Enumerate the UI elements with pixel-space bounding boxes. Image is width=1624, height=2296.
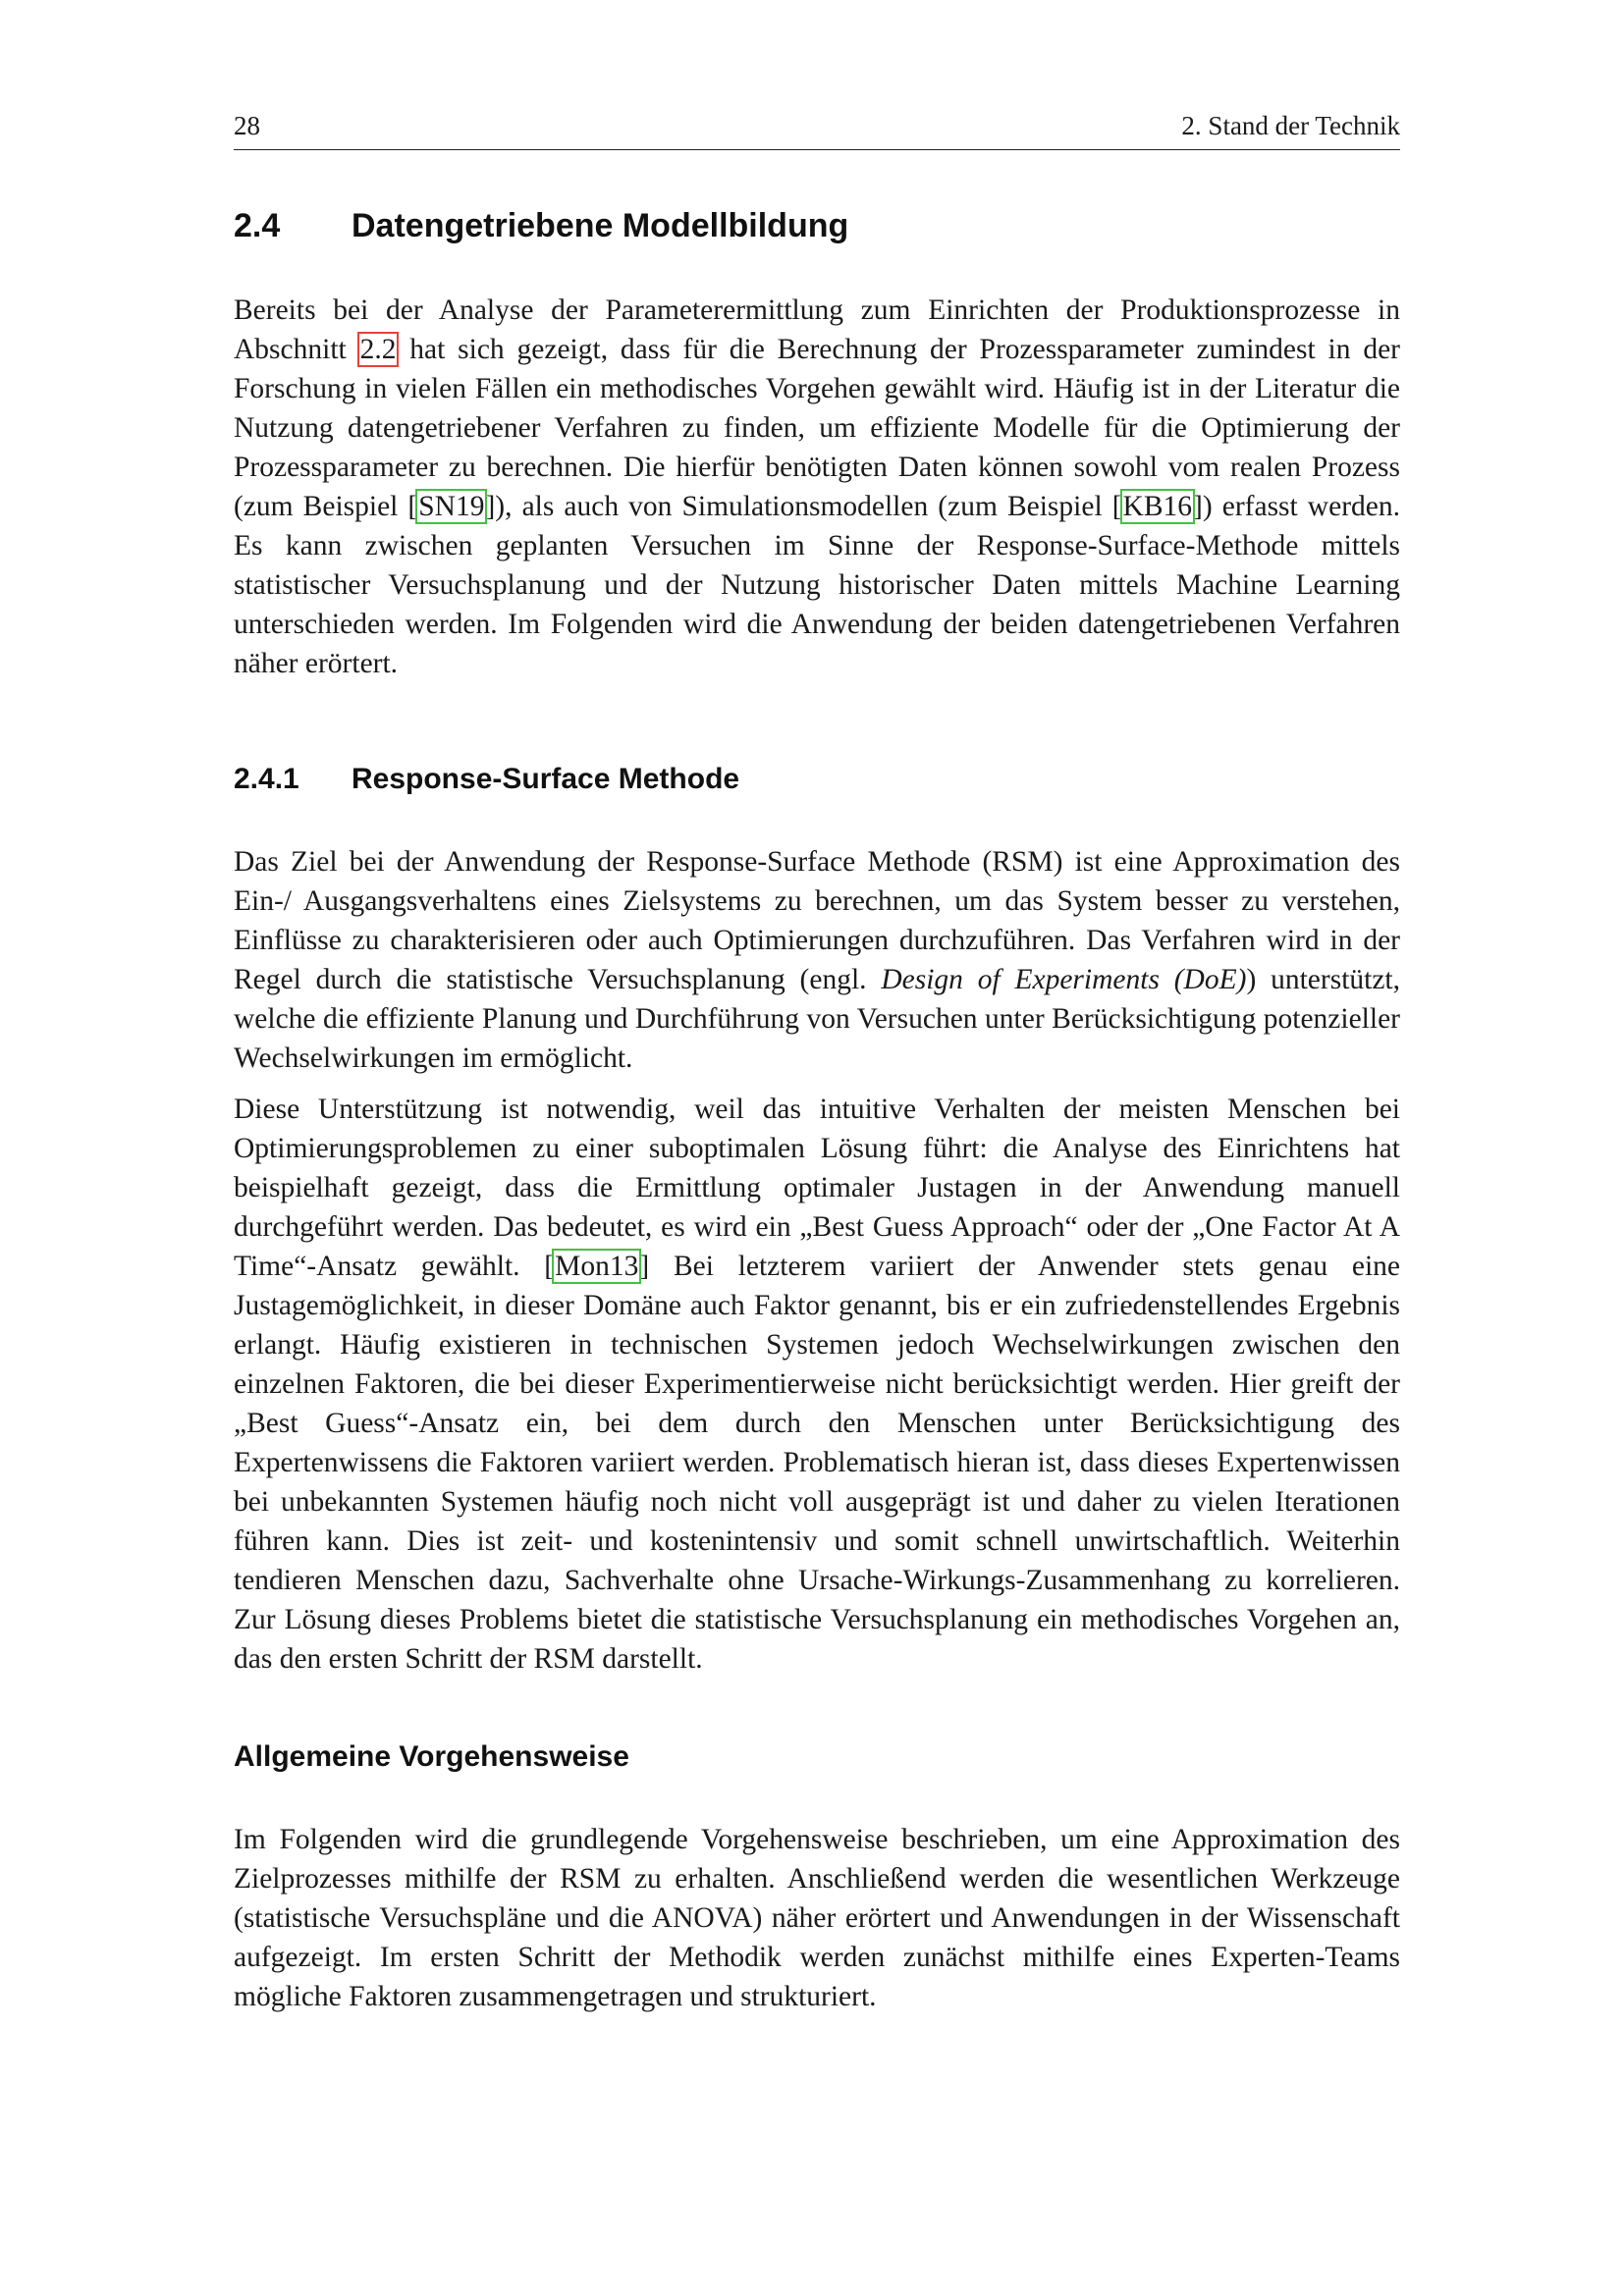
- text-run: ) unterstützt, welche die effiziente Planung und Durchführung von Versuchen unter Berücksichtigung potenzieller Wechselwirkungen im ermöglicht.: [234, 964, 1401, 1074]
- citation-link-kb16[interactable]: KB16: [1122, 491, 1193, 522]
- text-run: ]) erfasst werden. Es kann zwischen geplanten Versuchen im Sinne der Response-Surface-Methode mittels statistischer Versuchsplanung und der Nutzung historischer Daten mittels Machine Learning unterschieden werden. Im Folgenden wird die Anwendung der beiden datengetriebenen Verfahren näher erörtert.: [234, 491, 1400, 679]
- section-number: 2.4: [234, 207, 281, 244]
- text-run: Bereits bei der Analyse der Parameterermittlung zum Einrichten der Produktionsprozesse in Abschnitt: [234, 294, 1400, 365]
- section-title: Datengetriebene Modellbildung: [352, 207, 849, 244]
- subsection-title: Response-Surface Methode: [352, 763, 740, 795]
- citation-link-sn19[interactable]: SN19: [418, 491, 485, 522]
- text-run: Diese Unterstützung ist notwendig, weil das intuitive Verhalten der meisten Menschen bei Optimierungsproblemen zu einer suboptimalen Lösung führt: die Analyse des Einrichtens hat beispielhaft gezeigt, dass die Ermittlung optimaler Justagen in der Anwendung manuell durchgeführt werden. Das bedeutet, es wird ein „Best Guess Approach“ oder der „One Factor At A Time“-Ansatz gewählt. [: [234, 1094, 1400, 1282]
- chapter-title: 2. Stand der Technik: [1181, 111, 1400, 140]
- text-run: ] Bei letzterem variiert der Anwender stets genau eine Justagemöglichkeit, in dieser Domäne auch Faktor genannt, bis er ein zufriedenstellendes Ergebnis erlangt. Häufig existieren in technischen Systemen jedoch Wechselwirkungen zwischen den einzelnen Faktoren, die bei dieser Experimentierweise nicht berücksichtigt werden. Hier greift der „Best Guess“-Ansatz ein, bei dem durch den Menschen unter Berücksichtigung des Expertenwissens die Faktoren variiert werden. Problematisch hieran ist, dass dieses Expertenwissen bei unbekannten Systemen häufig noch nicht voll ausgeprägt ist und daher zu vielen Iterationen führen kann. Dies ist zeit- und kostenintensiv und somit schnell unwirtschaftlich. Weiterhin tendieren Menschen dazu, Sachverhalte ohne Ursache-Wirkungs-Zusammenhang zu korrelieren. Zur Lösung dieses Problems bietet die statistische Versuchsplanung ein methodisches Vorgehen an, das den ersten Schritt der RSM darstellt.: [234, 1251, 1400, 1675]
- subsection-heading: [234, 760, 1400, 799]
- paragraph-heading-body: Im Folgenden wird die grundlegende Vorgehensweise beschrieben, um eine Approximation des Zielprozesses mithilfe der RSM zu erhalten. Anschließend werden die wesentlichen Werkzeuge (statistische Versuchspläne und die ANOVA) näher erörtert und Anwendungen in der Wissenschaft aufgezeigt. Im ersten Schritt der Methodik werden zunächst mithilfe eines Experten-Teams mögliche Faktoren zusammengetragen und strukturiert.: [234, 1824, 1400, 2012]
- subsection-paragraph-1: [234, 842, 1400, 1078]
- text-run: Das Ziel bei der Anwendung der Response-Surface Methode (RSM) ist eine Approximation des Ein-/ Ausgangsverhaltens eines Zielsystems zu berechnen, um das System besser zu verstehen, Einflüsse zu charakterisieren oder auch Optimierungen durchzuführen. Das Verfahren wird in der Regel durch die statistische Versuchsplanung (engl.: [234, 846, 1400, 995]
- page-number: 28: [234, 111, 260, 140]
- text-run: hat sich gezeigt, dass für die Berechnung der Prozessparameter zumindest in der Forschung in vielen Fällen ein methodisches Vorgehen gewählt wird. Häufig ist in der Literatur die Nutzung datengetriebener Verfahren zu finden, um effiziente Modelle für die Optimierung der Prozessparameter zu berechnen. Die hierfür benötigten Daten können sowohl vom realen Prozess (zum Beispiel [: [234, 334, 1400, 522]
- section-paragraph-1: [234, 291, 1400, 683]
- subsection-paragraph-2: [234, 1090, 1400, 1679]
- subsection-number: 2.4.1: [234, 763, 299, 795]
- section-heading: [234, 204, 1400, 247]
- paragraph-heading: Allgemeine Vorgehensweise: [234, 1740, 629, 1773]
- running-header: [234, 106, 1400, 150]
- page: [234, 106, 1400, 2016]
- citation-link-mon13[interactable]: Mon13: [555, 1251, 639, 1282]
- section-reference-link[interactable]: 2.2: [359, 334, 397, 365]
- emphasis-text: Design of Experiments (DoE): [881, 964, 1247, 995]
- text-run: ]), als auch von Simulationsmodellen (zum Beispiel [: [485, 491, 1122, 522]
